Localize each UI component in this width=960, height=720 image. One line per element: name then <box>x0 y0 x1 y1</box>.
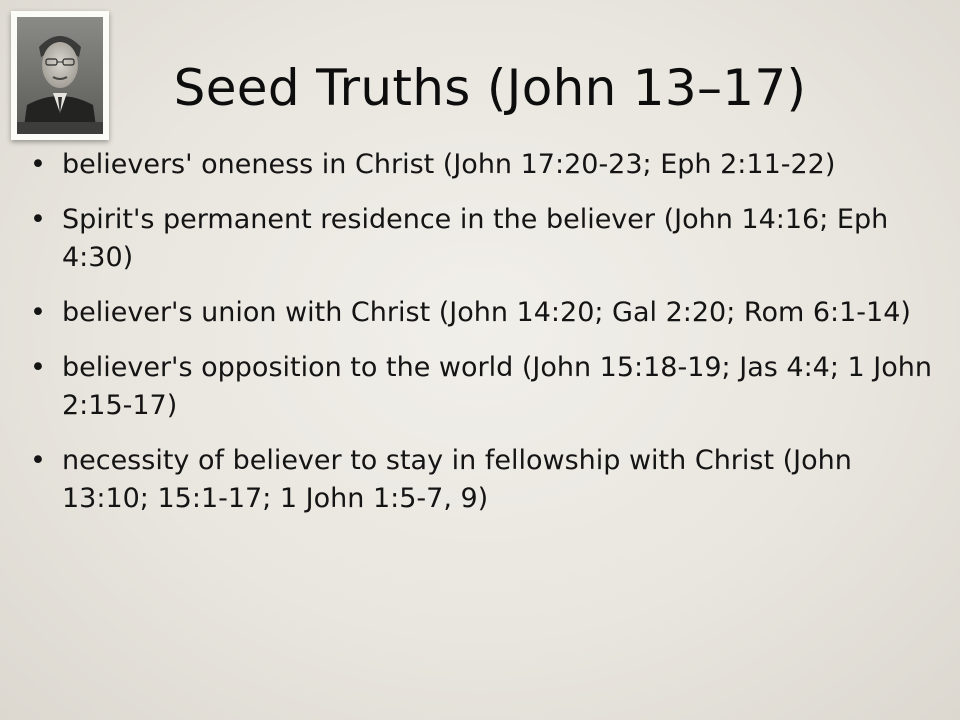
bullet-list <box>30 146 935 535</box>
bullet-icon: • <box>30 445 46 476</box>
slide-title: Seed Truths (John 13–17) <box>173 59 807 117</box>
bullet-text: Spirit's permanent residence in the believer (John 14:16; Eph 4:30) <box>62 204 889 273</box>
bullet-icon: • <box>30 352 46 383</box>
bullet-icon: • <box>30 297 46 328</box>
bullet-item <box>30 146 935 184</box>
bullet-item <box>30 294 935 332</box>
bullet-icon: • <box>30 149 46 180</box>
bullet-icon: • <box>30 204 46 235</box>
bullet-item <box>30 201 935 277</box>
portrait-frame <box>11 11 109 140</box>
bullet-text: believer's opposition to the world (John 15:18-19; Jas 4:4; 1 John 2:15-17) <box>62 352 932 421</box>
bullet-text: believers' oneness in Christ (John 17:20-23; Eph 2:11-22) <box>62 149 836 180</box>
bullet-item <box>30 442 935 518</box>
portrait-image <box>17 17 103 134</box>
bullet-item <box>30 349 935 425</box>
bullet-text: necessity of believer to stay in fellowship with Christ (John 13:10; 15:1-17; 1 John 1:5-7, 9) <box>62 445 852 514</box>
bullet-text: believer's union with Christ (John 14:20; Gal 2:20; Rom 6:1-14) <box>62 297 911 328</box>
portrait-photo-icon <box>17 17 103 134</box>
